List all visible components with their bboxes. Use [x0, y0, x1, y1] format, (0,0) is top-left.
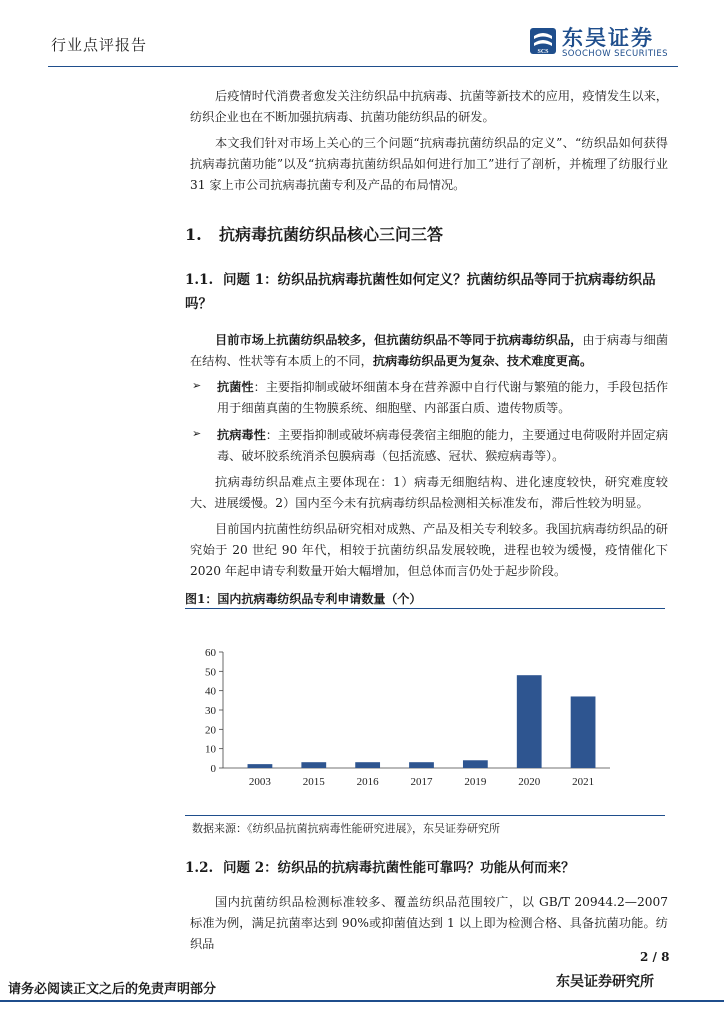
y-tick-label: 10 [205, 743, 216, 756]
section-1-2-heading [185, 856, 668, 880]
disclaimer-notice: 请务必阅读正文之后的免责声明部分 [8, 982, 217, 997]
section-1-title: 抗病毒抗菌纺织品核心三问三答 [219, 225, 444, 244]
difficulty-paragraph: 抗病毒纺织品难点主要体现在：1）病毒无细胞结构、进化速度较快，研究难度较大、进展缓慢。2）国内至今未有抗病毒纺织品检测相关标准发布，滞后性较为明显。 [190, 475, 668, 510]
intro-paragraph-1: 后疫情时代消费者愈发关注纺织品中抗病毒、抗菌等新技术的应用，疫情发生以来，纺织企业也在不断加强抗病毒、抗菌功能纺织品的研发。 [190, 89, 668, 124]
bullet-antiviral-text [192, 425, 668, 467]
lead-paragraph [190, 330, 668, 372]
x-tick-label-2016: 2016 [356, 776, 379, 788]
section-1-2-title: 问题 2：纺织品的抗病毒抗菌性能可靠吗？功能从何而来？ [223, 860, 575, 876]
figure-source: 数据来源：《纺织品抗菌抗病毒性能研究进展》，东吴证券研究所 [192, 822, 500, 835]
x-tick-label-2021: 2021 [572, 776, 595, 788]
section-1-1-number: 1.1. [185, 272, 214, 288]
lead-bold-1: 目前市场上抗菌纺织品较多，但抗菌纺织品不等同于抗病毒纺织品， [215, 333, 583, 347]
x-tick-label-2015: 2015 [302, 776, 325, 788]
logo-chinese-name: 东吴证券 [562, 26, 654, 50]
patent-bar-chart [185, 612, 665, 812]
section-1-1-title: 问题 1：纺织品抗病毒抗菌性如何定义？抗菌纺织品等同于抗病毒纺织品吗？ [185, 272, 656, 312]
section-1-heading [185, 222, 443, 245]
section-1-2-number: 1.2. [185, 860, 214, 876]
figure-1-title: 图1：国内抗病毒纺织品专利申请数量（个） [185, 592, 422, 606]
figure-bottom-rule [185, 815, 665, 816]
report-category: 行业点评报告 [51, 36, 148, 54]
standard-paragraph: 国内抗菌纺织品检测标准较多、覆盖纺织品范围较广，以 GB/T 20944.2—2007 标准为例，满足抗菌率达到 90%或抑菌值达到 1 以上即为检测合格、具备抗菌功能。纺织品 [190, 895, 668, 951]
company-logo [528, 22, 678, 62]
figure-top-rule [185, 608, 665, 609]
bar-2021 [571, 696, 596, 768]
bullet-antiviral-term: 抗病毒性 [217, 428, 266, 442]
x-tick-label-2019: 2019 [464, 776, 487, 788]
bar-2020 [517, 675, 542, 768]
intro-paragraph-2: 本文我们针对市场上关心的三个问题“抗病毒抗菌纺织品的定义”、“纺织品如何获得抗病毒抗菌功能”以及“抗病毒抗菌纺织品如何进行加工”进行了剖析，并梳理了纺服行业 31 家上市公司抗病毒抗菌专利及产品的布局情况。 [190, 136, 668, 192]
y-tick-label: 50 [205, 666, 216, 679]
bullet-antibacterial [192, 377, 668, 419]
bullet-antiviral-desc: ：主要指抑制或破坏病毒侵袭宿主细胞的能力，主要通过电荷吸附并固定病毒、破坏胶系统消杀包膜病毒（包括流感、冠状、猴痘病毒等）。 [217, 428, 669, 463]
x-tick-label-2003: 2003 [248, 776, 271, 788]
institute-name: 东吴证券研究所 [556, 974, 654, 990]
status-paragraph: 目前国内抗菌性纺织品研究相对成熟、产品及相关专利较多。我国抗病毒纺织品的研究始于 20 世纪 90 年代，相较于抗菌纺织品发展较晚，进程也较为缓慢，疫情催化下 2020 年起申请专利数量开始大幅增加，但总体而言仍处于起步阶段。 [190, 522, 668, 578]
y-tick-label: 60 [205, 647, 216, 659]
lead-bold-2: 抗病毒纺织品更为复杂、技术难度更高。 [372, 354, 593, 368]
y-tick-label: 30 [205, 705, 216, 717]
bullet-antibacterial-text [192, 377, 668, 419]
header-divider [48, 66, 678, 67]
y-tick-label: 40 [205, 685, 216, 698]
footer-divider [0, 1000, 724, 1002]
page-number: 2 / 8 [640, 950, 670, 964]
y-tick-label: 0 [210, 763, 216, 775]
svg-text:SCS: SCS [537, 49, 549, 55]
scs-logo-icon [528, 26, 558, 56]
bullet-arrow-icon: ➢ [192, 379, 202, 392]
bar-2015 [301, 762, 326, 768]
bullet-arrow-icon: ➢ [192, 427, 202, 440]
x-tick-label-2017: 2017 [410, 776, 433, 788]
section-1-1-heading [185, 268, 668, 316]
bullet-antibacterial-term: 抗菌性 [217, 380, 254, 394]
bullet-antiviral [192, 425, 668, 467]
logo-english-name: SOOCHOW SECURITIES [562, 49, 668, 59]
bar-2017 [409, 762, 434, 768]
bar-2019 [463, 760, 488, 768]
bullet-antibacterial-desc: ：主要指抑制或破坏细菌本身在营养源中自行代谢与繁殖的能力，手段包括作用于细菌真菌的生物膜系统、细胞壁、内部蛋白质、遗传物质等。 [217, 380, 669, 415]
bar-2016 [355, 762, 380, 768]
x-tick-label-2020: 2020 [518, 776, 541, 788]
section-1-number: 1. [185, 225, 202, 244]
bar-2003 [248, 764, 273, 768]
lead-normal: 由于病毒与细菌在结构、性状等有本质上的不同， [190, 333, 669, 368]
y-tick-label: 20 [205, 724, 216, 737]
